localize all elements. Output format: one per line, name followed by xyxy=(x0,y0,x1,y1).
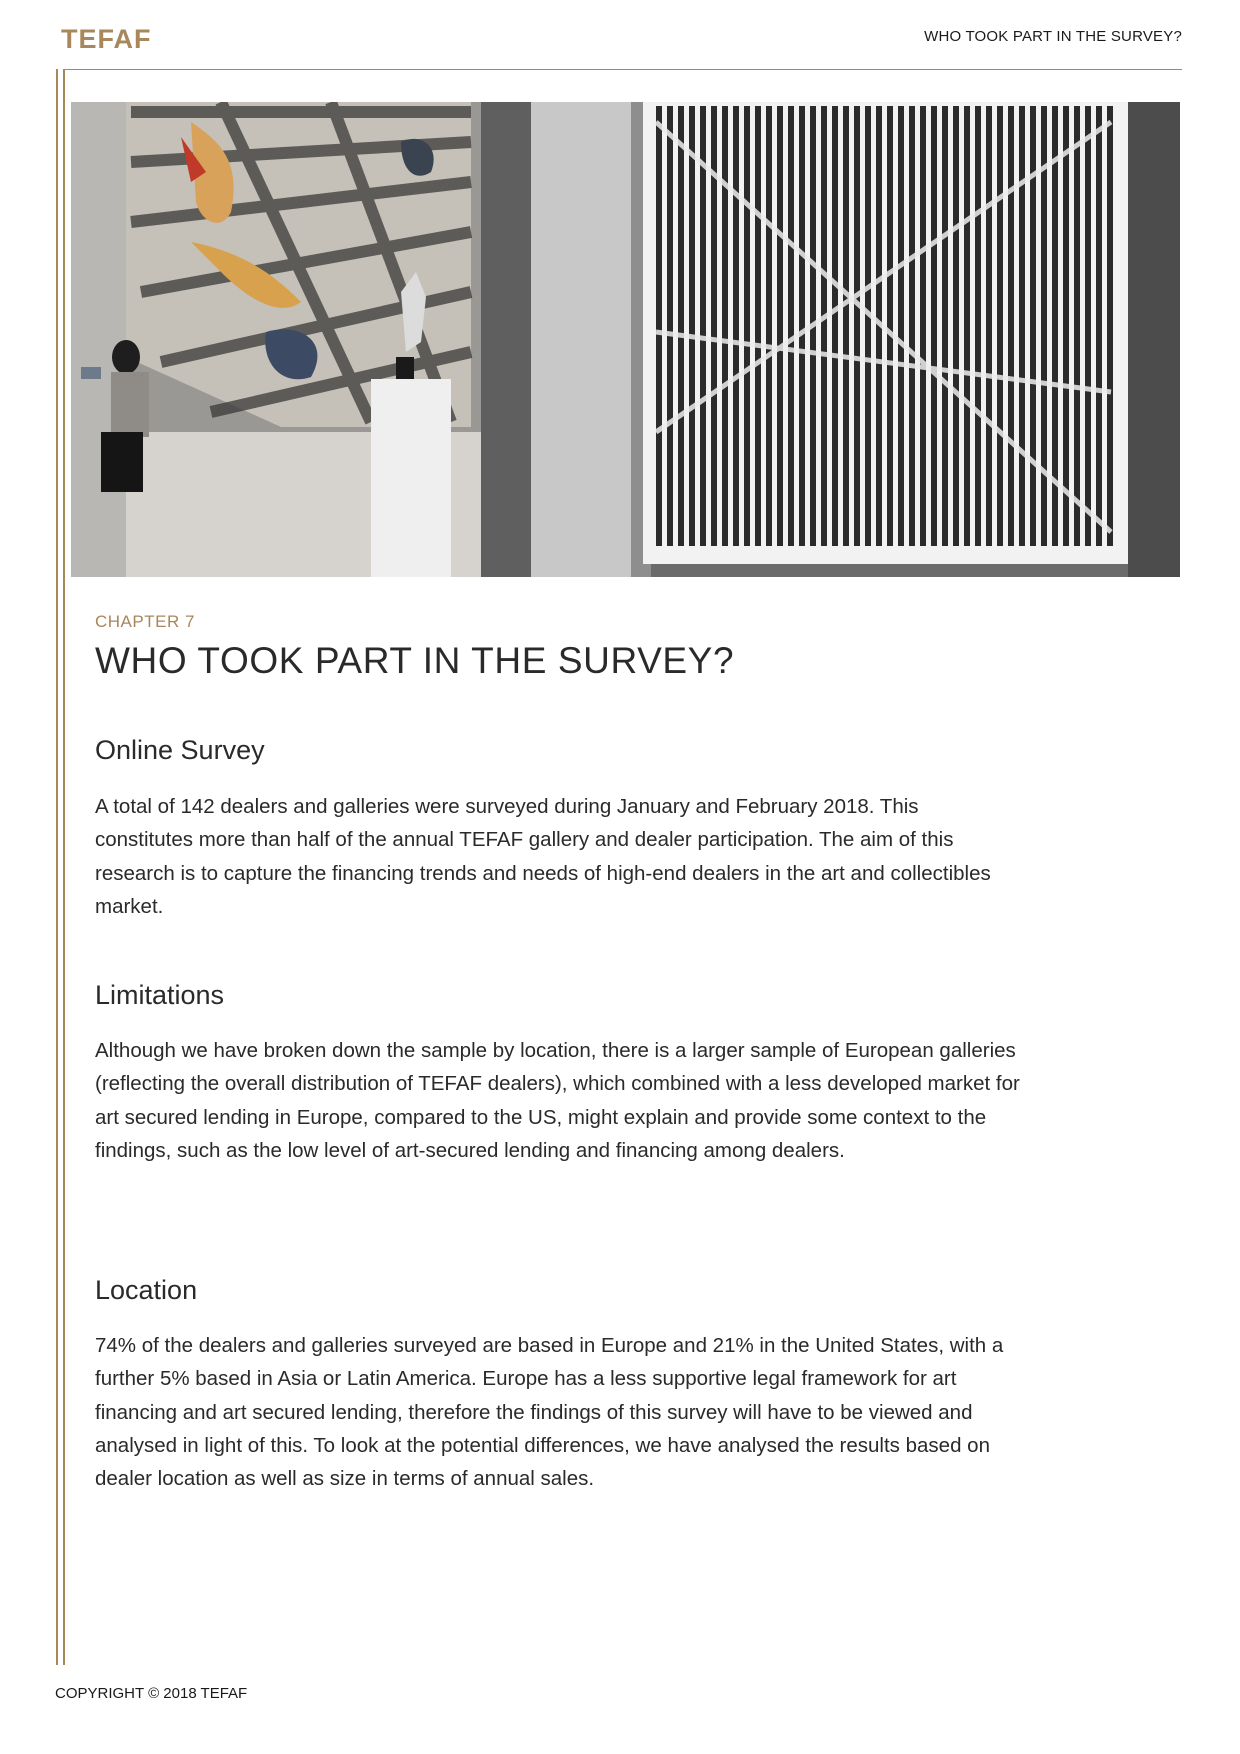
stripe xyxy=(821,106,827,546)
stripe xyxy=(733,106,739,546)
margin-line-outer xyxy=(56,69,58,1665)
stripe xyxy=(766,106,772,546)
stripe xyxy=(700,106,706,546)
section-body-online-survey: A total of 142 dealers and galleries were surveyed during January and February 2018. This constitutes more than half of the annual TEFAF gallery and dealer participation. The aim of this research is to capture the financing trends and needs of high-end dealers in the art and collectibles market. xyxy=(95,795,991,918)
stripe xyxy=(1019,106,1025,546)
copyright-footer: COPYRIGHT © 2018 TEFAF xyxy=(55,1685,248,1702)
section-body-location: 74% of the dealers and galleries surveyed are based in Europe and 21% in the United States, with a further 5% based in Asia or Latin America. Europe has a less supportive legal framework for art financing and art secured lending, therefore the findings of this survey will have to be viewed and analysed in light of this. To look at the potential differences, we have analysed the results based on dealer location as well as size in terms of annual sales. xyxy=(95,1334,1004,1491)
stripe xyxy=(942,106,948,546)
stripe xyxy=(854,106,860,546)
stripe xyxy=(832,106,838,546)
section-heading-location: Location xyxy=(95,1275,198,1305)
stripe xyxy=(986,106,992,546)
header-rule xyxy=(64,69,1182,70)
stripe xyxy=(887,106,893,546)
running-title: WHO TOOK PART IN THE SURVEY? xyxy=(924,28,1182,45)
stripe xyxy=(898,106,904,546)
stripe xyxy=(799,106,805,546)
stripe xyxy=(1096,106,1102,546)
gallery-photo-icon xyxy=(71,102,1180,577)
stripe xyxy=(744,106,750,546)
stripe xyxy=(920,106,926,546)
stripe xyxy=(1008,106,1014,546)
hero-image xyxy=(71,102,1180,577)
section-heading-limitations: Limitations xyxy=(95,980,225,1010)
stripe xyxy=(788,106,794,546)
section-body-limitations: Although we have broken down the sample by location, there is a larger sample of European galleries (reflecting the overall distribution of TEFAF dealers), which combined with a less developed market for art secured lending in Europe, compared to the US, might explain and provide some context to the findings, such as the low level of art-secured lending and financing among dealers. xyxy=(95,1039,1020,1162)
stripe xyxy=(755,106,761,546)
stripe xyxy=(931,106,937,546)
stripe xyxy=(953,106,959,546)
stripe xyxy=(1107,106,1113,546)
chapter-label: CHAPTER 7 xyxy=(95,612,195,631)
margin-line-inner xyxy=(63,69,65,1665)
stripe xyxy=(865,106,871,546)
stripe xyxy=(975,106,981,546)
stripe xyxy=(843,106,849,546)
logo[interactable]: TEFAF xyxy=(61,24,152,54)
stripe xyxy=(667,106,673,546)
chapter-title: WHO TOOK PART IN THE SURVEY? xyxy=(95,640,735,681)
stripe xyxy=(964,106,970,546)
stripe xyxy=(689,106,695,546)
stripe xyxy=(1085,106,1091,546)
stripe xyxy=(722,106,728,546)
stripe xyxy=(777,106,783,546)
stripe xyxy=(656,106,662,546)
stripe xyxy=(1063,106,1069,546)
section-heading-online-survey: Online Survey xyxy=(95,735,265,765)
stripe xyxy=(678,106,684,546)
stripe xyxy=(909,106,915,546)
stripe xyxy=(1074,106,1080,546)
stripe xyxy=(997,106,1003,546)
